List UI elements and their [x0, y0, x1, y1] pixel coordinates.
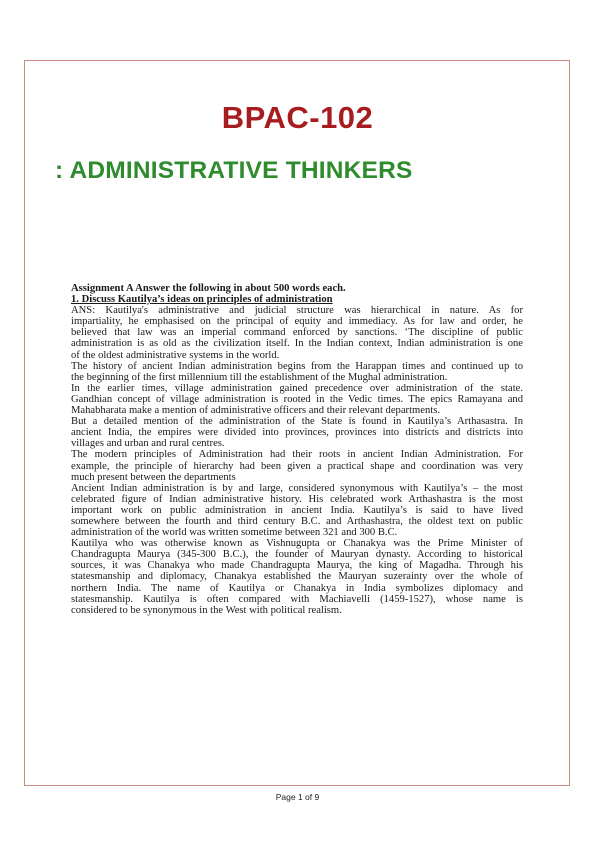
page-number: Page 1 of 9	[275, 792, 320, 802]
answer-line: But a detailed mention of the administration of the State is found in Kautilya’s Arthasastra. In	[71, 416, 523, 428]
answer-line: In the earlier times, village administration gained precedence over administration of the state.	[71, 382, 523, 394]
answer-line: Mahabharata make a mention of administrative officers and their relevant departments.	[71, 405, 440, 417]
answer-line: The modern principles of Administration had their roots in ancient Indian Administration. For	[71, 449, 523, 461]
answer-line: Gandhian concept of village administration is rooted in the Vedic times. The epics Ramayana and	[71, 393, 523, 405]
document-body	[71, 283, 523, 616]
answer-line: villages and urban and rural centres.	[71, 438, 225, 450]
answer-line: administration is as old as the civilization itself. In the Indian context, Indian administration is one	[71, 338, 523, 350]
answer-line: sources, it was Chanakya who made Chandragupta Maurya, the king of Magadha. Through his	[71, 560, 523, 572]
answer-line: celebrated figure of Indian administrative history. His celebrated work Arthashastra is the most	[71, 493, 523, 505]
answer-line: ANS: Kautilya's administrative and judicial structure was hierarchical in nature. As for	[71, 305, 523, 317]
answer-text	[71, 305, 523, 616]
answer-line: important work on public administration in ancient India. Kautilya’s is said to have lived	[71, 504, 523, 516]
answer-line: The history of ancient Indian administration begins from the Harappan times and continued up to	[71, 360, 523, 372]
answer-line: administration of the world was written sometime between 321 and 300 B.C.	[71, 527, 398, 539]
question-heading: 1. Discuss Kautilya’s ideas on principles of administration	[71, 294, 333, 306]
answer-line: statesmanship and diplomacy, Chanakya established the Mauryan suzerainty over the whole of	[71, 571, 523, 583]
answer-line: Ancient Indian administration is by and large, considered synonymous with Kautilya’s – the most	[71, 482, 523, 494]
answer-line: of the oldest administrative systems in the world.	[71, 349, 280, 361]
answer-line: example, the principle of hierarchy had been given a practical shape and coordination was very	[71, 460, 523, 472]
answer-line: impartiality, he emphasised on the principal of equity and immediacy. As for law and order, he	[71, 316, 523, 328]
answer-line: statesmanship. Kautilya is often compared with Machiavelli (1459-1527), whose name is	[71, 593, 523, 605]
answer-line: northern India. The name of Kautilya or Chanakya in India symbolizes diplomacy and	[71, 582, 523, 594]
assignment-heading: Assignment A Answer the following in about 500 words each.	[71, 283, 346, 294]
course-code-title: BPAC-102	[221, 100, 374, 135]
answer-line: considered to be synonymous in the West with political realism.	[71, 604, 342, 616]
answer-line: ancient India, the empires were divided into provinces, provinces into districts and districts into	[71, 427, 523, 439]
course-title: : ADMINISTRATIVE THINKERS	[55, 157, 413, 184]
answer-line: Chandragupta Maurya (345-300 B.C.), the founder of Mauryan dynasty. According to historical	[71, 549, 523, 561]
answer-line: much present between the departments	[71, 471, 236, 483]
answer-line: Kautilya who was otherwise known as Vishnugupta or Chanakya was the Prime Minister of	[71, 538, 523, 550]
answer-line: believed that law was an imperial command enforced by sanctions. ‘The discipline of public	[71, 327, 523, 339]
answer-line: the beginning of the first millennium till the establishment of the Mughal administration.	[71, 371, 448, 383]
answer-line: somewhere between the fourth and third century B.C. and Arthashastra, the oldest text on public	[71, 515, 523, 527]
